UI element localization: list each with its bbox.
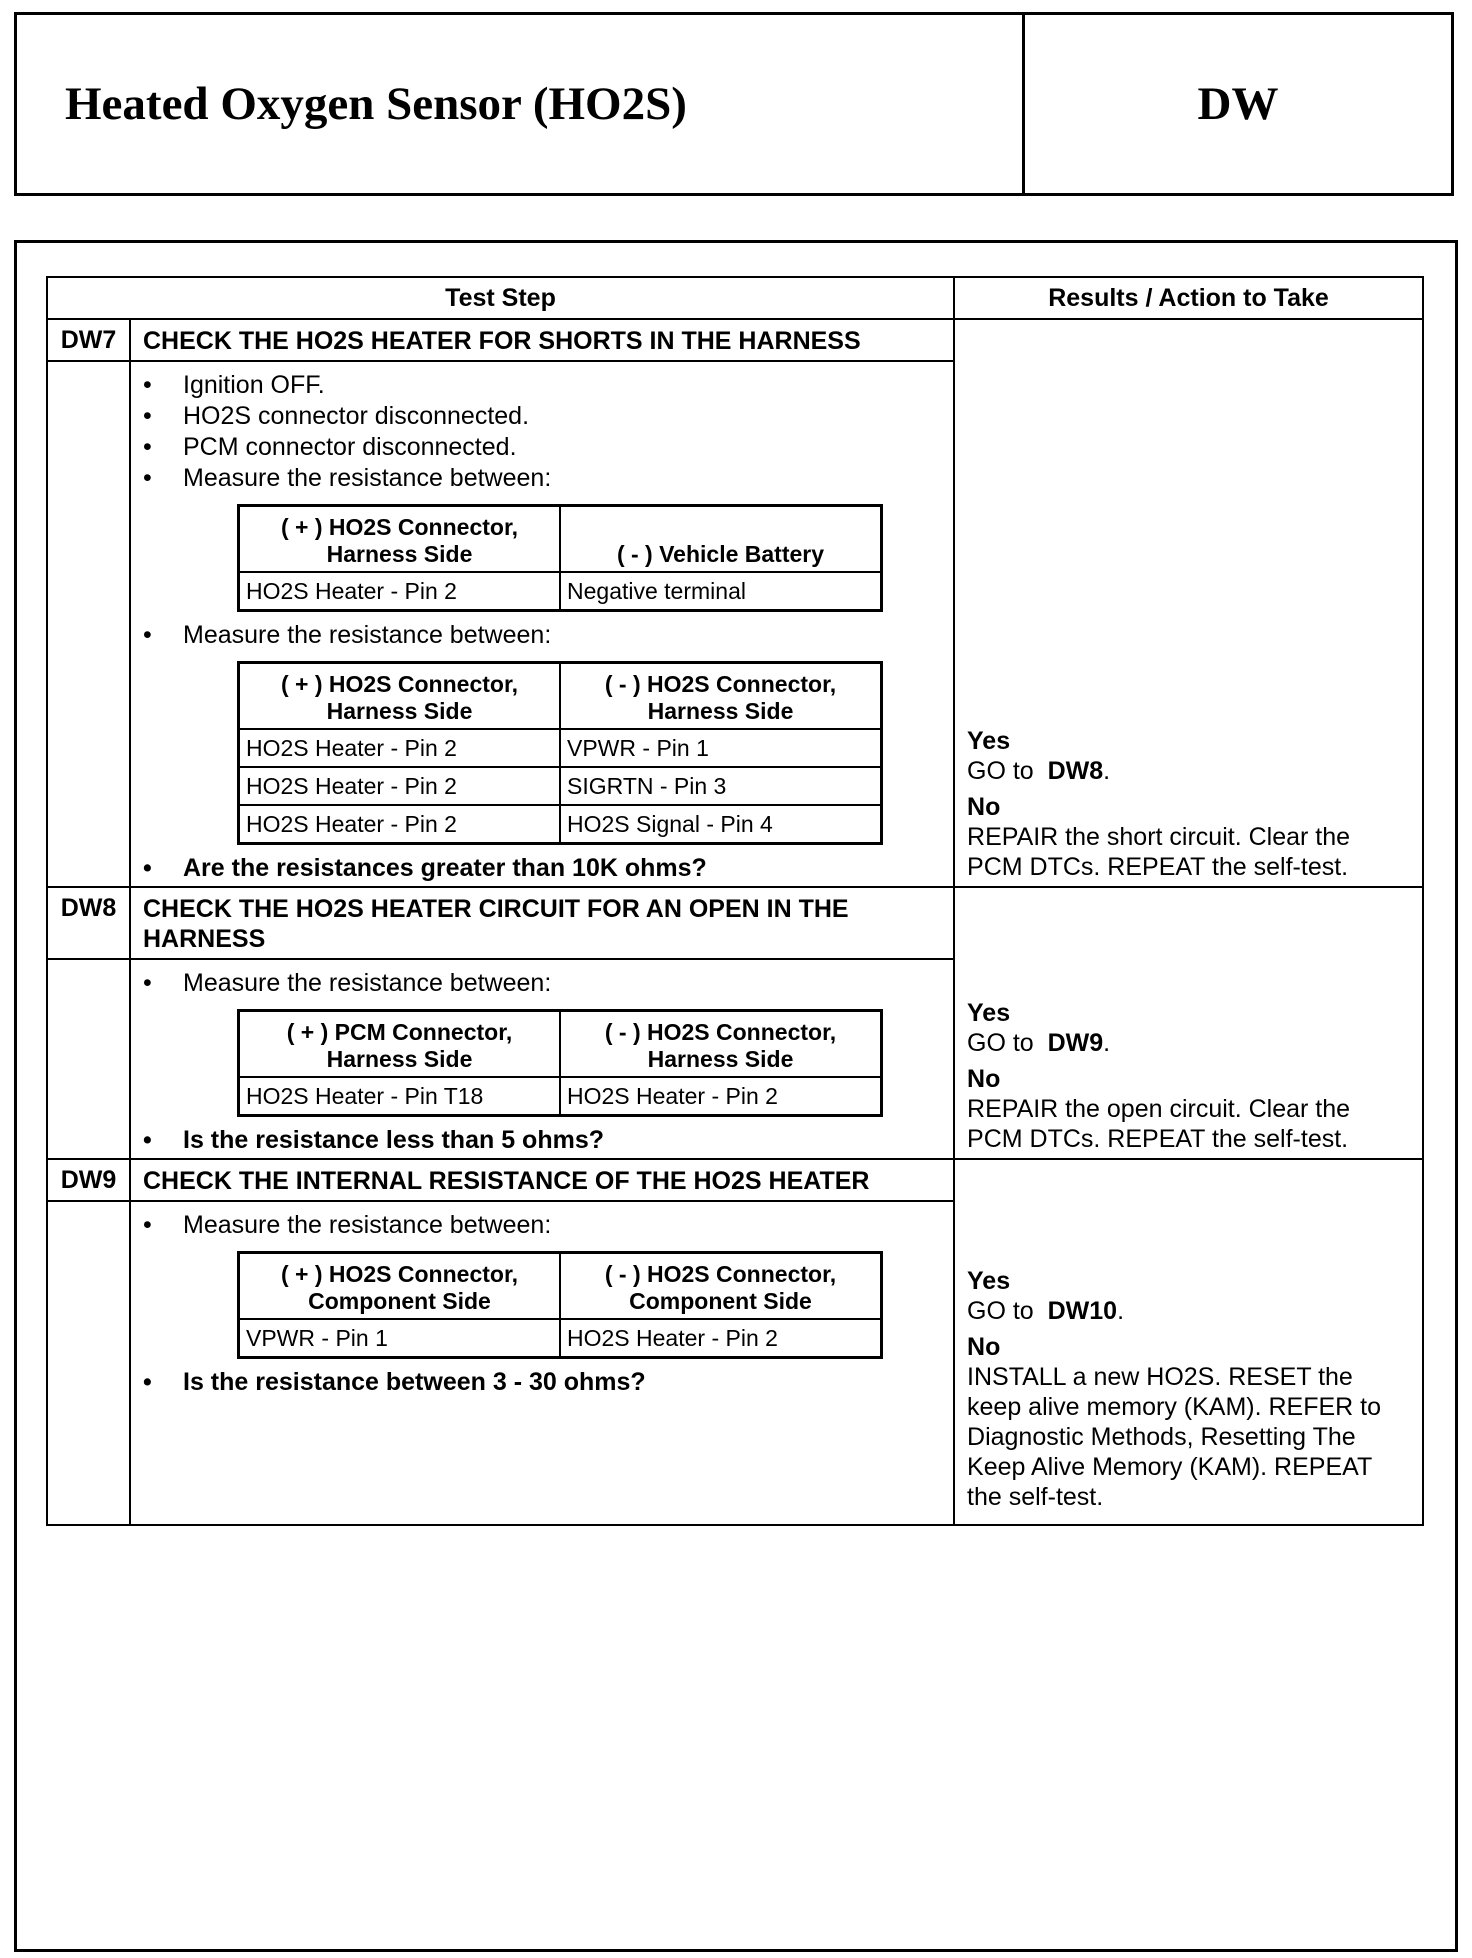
- section-code: DW: [1197, 78, 1279, 130]
- no-label: No: [967, 1065, 1001, 1093]
- yes-action: [967, 1296, 1412, 1326]
- cell: Negative terminal: [560, 572, 882, 611]
- step-dw9-result: [954, 1159, 1423, 1525]
- bullet-item: • Measure the resistance between:: [143, 968, 953, 999]
- measurement-table: [237, 504, 883, 612]
- cell: HO2S Heater - Pin 2: [239, 729, 561, 767]
- bullet-item: • Measure the resistance between:: [143, 620, 953, 651]
- measurement-table: [237, 661, 883, 845]
- col-results: Results / Action to Take: [954, 277, 1423, 319]
- bullet-list: [131, 853, 953, 884]
- sub-header: ( - ) HO2S Connector, Component Side: [560, 1253, 882, 1320]
- yes-target: DW8: [1047, 757, 1104, 785]
- step-heading: CHECK THE HO2S HEATER CIRCUIT FOR AN OPEN IN THE HARNESS: [130, 887, 954, 959]
- step-id: DW7: [47, 319, 130, 361]
- yes-suffix: .: [1103, 757, 1111, 785]
- cell: HO2S Heater - Pin 2: [239, 767, 561, 805]
- cell: VPWR - Pin 1: [560, 729, 882, 767]
- bullet-item: • Measure the resistance between:: [143, 463, 953, 494]
- no-action: REPAIR the short circuit. Clear the PCM DTCs. REPEAT the self-test.: [967, 823, 1351, 881]
- step-dw8-body: [130, 959, 954, 1159]
- yes-suffix: .: [1117, 1297, 1125, 1325]
- bullet-list: [131, 1367, 953, 1398]
- sub-header: ( - ) Vehicle Battery: [560, 506, 882, 573]
- yes-target: DW9: [1047, 1029, 1104, 1057]
- cell: HO2S Heater - Pin 2: [239, 805, 561, 844]
- step-dw7-result: [954, 319, 1423, 887]
- yes-action: [967, 756, 1412, 786]
- step-dw7-heading-row: [47, 319, 1423, 361]
- question: • Is the resistance less than 5 ohms?: [143, 1125, 953, 1156]
- measurement-table: [237, 1009, 883, 1117]
- yes-target: DW10: [1047, 1297, 1118, 1325]
- yes-action: [967, 1028, 1412, 1058]
- col-test-step: Test Step: [47, 277, 954, 319]
- question: • Is the resistance between 3 - 30 ohms?: [143, 1367, 953, 1398]
- yes-prefix: GO to: [967, 757, 1034, 785]
- step-dw9-heading-row: [47, 1159, 1423, 1201]
- step-heading: CHECK THE INTERNAL RESISTANCE OF THE HO2S HEATER: [130, 1159, 954, 1201]
- bullet-list: [131, 1125, 953, 1156]
- cell: HO2S Heater - Pin 2: [239, 572, 561, 611]
- sub-header: ( + ) PCM Connector, Harness Side: [239, 1011, 561, 1078]
- question: • Are the resistances greater than 10K ohms?: [143, 853, 953, 884]
- yes-label: Yes: [967, 727, 1011, 755]
- no-label: No: [967, 1333, 1001, 1361]
- cell: HO2S Heater - Pin 2: [560, 1319, 882, 1358]
- bullet-list: [131, 1210, 953, 1241]
- measurement-table: [237, 1251, 883, 1359]
- table-header-row: [47, 277, 1423, 319]
- table-row: [239, 729, 882, 767]
- step-heading: CHECK THE HO2S HEATER FOR SHORTS IN THE HARNESS: [130, 319, 954, 361]
- yes-label: Yes: [967, 999, 1011, 1027]
- bullet-item: • Ignition OFF.: [143, 370, 953, 401]
- table-row: [239, 767, 882, 805]
- cell: HO2S Heater - Pin 2: [560, 1077, 882, 1116]
- sub-header: ( - ) HO2S Connector, Harness Side: [560, 1011, 882, 1078]
- sub-header: ( + ) HO2S Connector, Harness Side: [239, 663, 561, 730]
- yes-label: Yes: [967, 1267, 1011, 1295]
- bullet-item: • HO2S connector disconnected.: [143, 401, 953, 432]
- bullet-list: [131, 370, 953, 494]
- page-header: [14, 12, 1454, 196]
- step-dw8-heading-row: [47, 887, 1423, 959]
- sub-header: ( + ) HO2S Connector, Component Side: [239, 1253, 561, 1320]
- table-row: [239, 572, 882, 611]
- table-row: [239, 1319, 882, 1358]
- cell: VPWR - Pin 1: [239, 1319, 561, 1358]
- table-row: [239, 1077, 882, 1116]
- no-label: No: [967, 793, 1001, 821]
- step-dw7-body: [130, 361, 954, 887]
- no-action: REPAIR the open circuit. Clear the PCM DTCs. REPEAT the self-test.: [967, 1095, 1351, 1153]
- sub-header: ( + ) HO2S Connector, Harness Side: [239, 506, 561, 573]
- step-dw8-result: [954, 887, 1423, 1159]
- test-step-table: [46, 276, 1424, 1526]
- table-row: [239, 805, 882, 844]
- bullet-list: [131, 968, 953, 999]
- page-title: Heated Oxygen Sensor (HO2S): [17, 15, 1025, 193]
- step-dw9-body: [130, 1201, 954, 1525]
- yes-suffix: .: [1103, 1029, 1111, 1057]
- sub-header: ( - ) HO2S Connector, Harness Side: [560, 663, 882, 730]
- bullet-list: [131, 620, 953, 651]
- no-action: INSTALL a new HO2S. RESET the keep alive memory (KAM). REFER to Diagnostic Methods, Resetting The Keep Alive Memory (KAM). REPEAT the self-test.: [967, 1363, 1382, 1511]
- bullet-item: • Measure the resistance between:: [143, 1210, 953, 1241]
- step-id: DW8: [47, 887, 130, 959]
- step-id: DW9: [47, 1159, 130, 1201]
- bullet-item: • PCM connector disconnected.: [143, 432, 953, 463]
- cell: HO2S Signal - Pin 4: [560, 805, 882, 844]
- yes-prefix: GO to: [967, 1029, 1034, 1057]
- yes-prefix: GO to: [967, 1297, 1034, 1325]
- cell: SIGRTN - Pin 3: [560, 767, 882, 805]
- cell: HO2S Heater - Pin T18: [239, 1077, 561, 1116]
